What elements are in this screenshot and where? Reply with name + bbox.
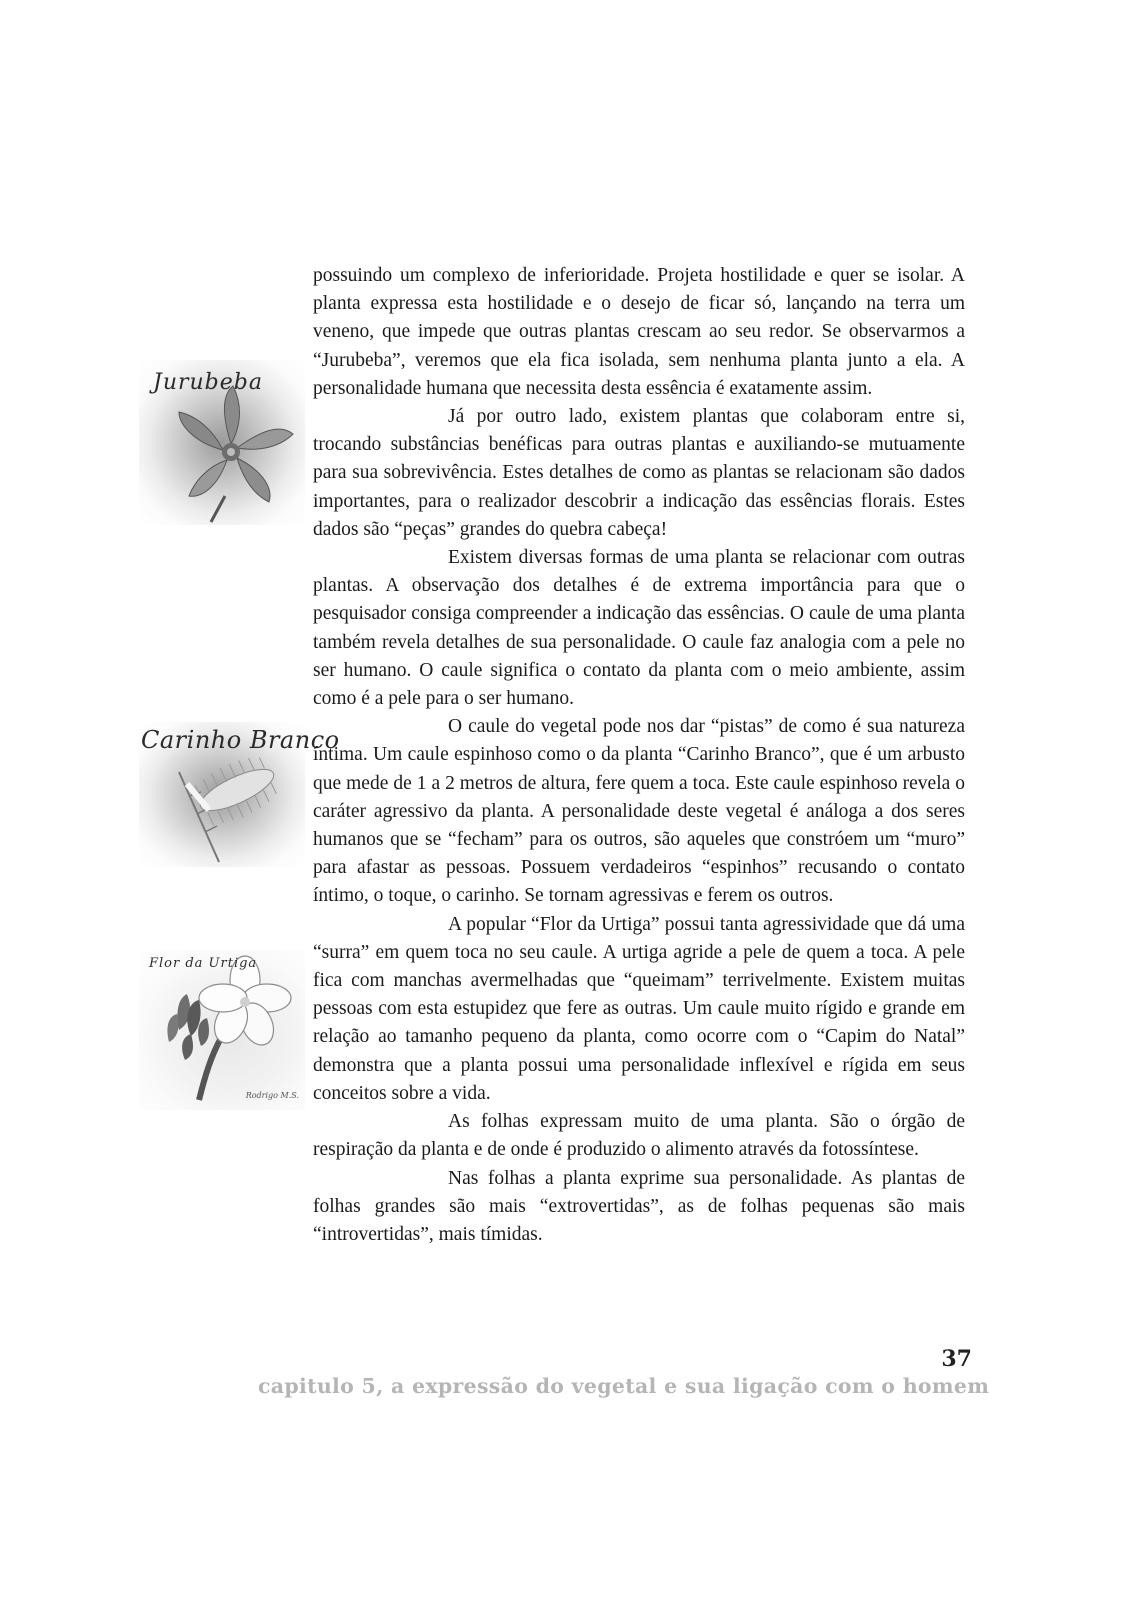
- paragraph: Existem diversas formas de uma planta se relacionar com outras plantas. A observação dos detalhes é de extrema importância para que o pesquisador consiga compreender a indicação das essências. O caule de uma planta também revela detalhes de sua personalidade. O caule faz analogia com a pele no ser humano. O caule significa o contato da planta com o meio ambiente, assim como é a pele para o ser humano.: [313, 547, 965, 710]
- paragraph: As folhas expressam muito de uma planta. São o órgão de respiração da planta e de onde é produzido o alimento através da fotossíntese.: [313, 1111, 965, 1161]
- paragraph: A popular “Flor da Urtiga” possui tanta agressividade que dá uma “surra” em quem toca no seu caule. A urtiga agride a pele de quem a toca. A pele fica com manchas avermelhadas que “queimam” terrivelmente. Existem muitas pessoas com esta estupidez que fere as outras. Um caule muito rígido e grande em relação ao tamanho pequeno da planta, como ocorre com o “Capim do Natal” demonstra que a planta possui uma personalidade inflexível e rígida em seus conceitos sobre a vida.: [313, 913, 965, 1104]
- paragraph: O caule do vegetal pode nos dar “pistas” de como é sua natureza íntima. Um caule espinhoso como o da planta “Carinho Branco”, que é um arbusto que mede de 1 a 2 metros de altura, fere quem a toca. Este caule espinhoso revela o caráter agressivo da planta. A personalidade deste vegetal é análoga a dos seres humanos que se “fecham” para os outros, são aqueles que constróem um “muro” para afastar as pessoas. Possuem verdadeiros “espinhos” recusando o contato íntimo, o toque, o carinho. Se tornam agressivas e ferem os outros.: [313, 716, 965, 907]
- running-footer-title: capitulo 5, a expressão do vegetal e sua ligação com o homem: [258, 1374, 990, 1398]
- paragraph: Nas folhas a planta exprime sua personalidade. As plantas de folhas grandes são mais “extrovertidas”, as de folhas pequenas são mais “introvertidas”, mais tímidas.: [313, 1167, 965, 1245]
- flor-da-urtiga-caption: Flor da Urtiga: [149, 956, 258, 971]
- paragraph: possuindo um complexo de inferioridade. Projeta hostilidade e quer se isolar. A planta expressa esta hostilidade e o desejo de ficar só, lançando na terra um veneno, que impede que outras plantas crescam ao seu redor. Se observarmos a “Jurubeba”, veremos que ela fica isolada, sem nenhuma planta junto a ela. A personalidade humana que necessita desta essência é exatamente assim.: [313, 265, 965, 399]
- jurubeba-figure: [139, 360, 305, 525]
- photographer-signature: Rodrigo M.S.: [245, 1091, 299, 1100]
- carinho-branco-caption: Carinho Branco: [141, 726, 340, 754]
- carinho-branco-figure: [139, 722, 340, 867]
- body-text: [313, 262, 965, 1249]
- jurubeba-caption: Jurubeba: [153, 370, 263, 395]
- paragraph: Já por outro lado, existem plantas que colaboram entre si, trocando substâncias benéficas para outras plantas e auxiliando-se mutuamente para sua sobrevivência. Estes detalhes de como as plantas se relacionam são dados importantes, para o realizador descobrir a indicação das essências florais. Estes dados são “peças” grandes do quebra cabeça!: [313, 406, 965, 540]
- urtiga-flower-icon: [139, 950, 305, 1110]
- page-number: 37: [941, 1346, 972, 1372]
- flor-da-urtiga-figure: [139, 950, 305, 1110]
